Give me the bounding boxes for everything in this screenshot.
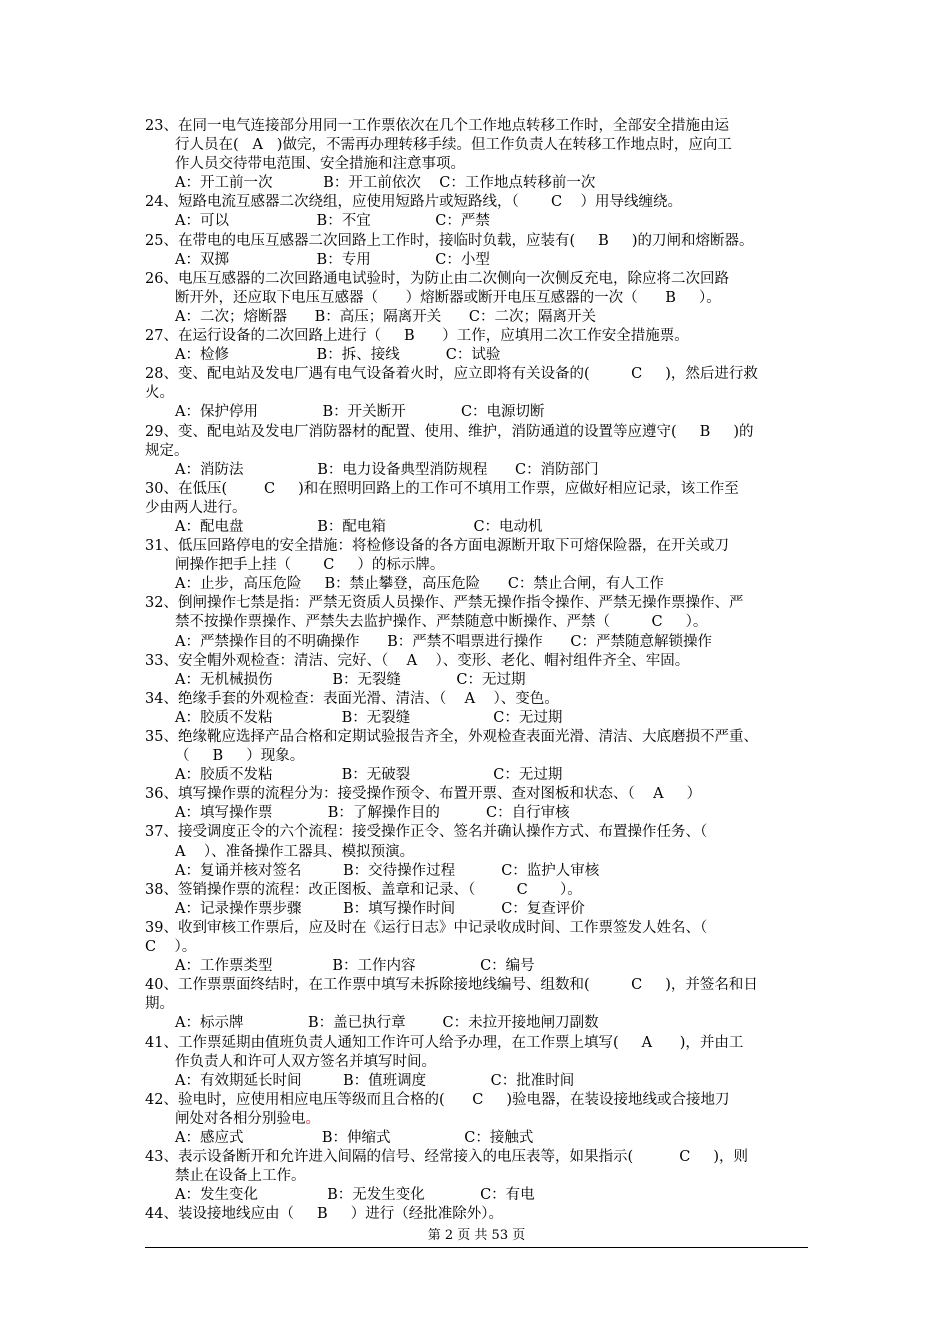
line-text: A：胶质不发粘 B：无裂缝 C：无过期: [175, 709, 563, 726]
text-line: [145, 537, 810, 556]
line-text: A：配电盘 B：配电箱 C：电动机: [175, 518, 543, 535]
line-text: A：记录操作票步骤 B：填写操作时间 C：复查评价: [175, 900, 585, 917]
text-line: [145, 1110, 810, 1129]
text-line: [145, 1129, 810, 1148]
line-text: A：复诵并核对签名 B：交待操作过程 C：监护人审核: [175, 862, 600, 879]
text-line: [145, 1091, 810, 1110]
line-text: 36、填写操作票的流程分为：接受操作预令、布置开票、查对图板和状态、（ A ）: [145, 786, 702, 803]
text-line: [145, 461, 810, 480]
line-text: 28、变、配电站及发电厂遇有电气设备着火时，应立即将有关设备的( C )，然后进行救: [145, 366, 758, 383]
text-line: [145, 403, 810, 422]
text-line: [145, 900, 810, 919]
line-text: 25、在带电的电压互感器二次回路上工作时，接临时负载，应装有( B )的刀闸和熔断器。: [145, 232, 754, 249]
line-text: A：胶质不发粘 B：无破裂 C：无过期: [175, 767, 563, 784]
text-line: [145, 518, 810, 537]
text-line: [145, 804, 810, 823]
line-text: 闸处对各相分别验电: [175, 1110, 306, 1127]
line-text: 40、工作票票面终结时，在工作票中填写未拆除接地线编号、组数和( C )，并签名和日: [145, 977, 758, 994]
text-line: [145, 785, 810, 804]
line-text: A：双掷 B：专用 C：小型: [175, 251, 490, 268]
line-text: 26、电压互感器的二次回路通电试验时，为防止由二次侧向一次侧反充电，除应将二次回路: [145, 270, 729, 287]
text-line: [145, 1205, 810, 1224]
line-text: （ B ）现象。: [175, 748, 305, 765]
text-line: [145, 938, 810, 957]
text-line: [145, 499, 810, 518]
text-line: [145, 232, 810, 251]
text-line: [145, 155, 810, 174]
line-text: A：填写操作票 B：了解操作目的 C：自行审核: [175, 805, 570, 822]
text-line: [145, 633, 810, 652]
line-text: 30、在低压( C )和在照明回路上的工作可不填用工作票，应做好相应记录，该工作至: [145, 480, 739, 497]
line-text: A：有效期延长时间 B：值班调度 C：批准时间: [175, 1072, 575, 1089]
line-text: 闸操作把手上挂（ C ）的标示牌。: [175, 557, 445, 574]
text-line: [145, 671, 810, 690]
line-text: A：工作票类型 B：工作内容 C：编号: [175, 958, 535, 975]
line-text: 43、表示设备断开和允许进入间隔的信号、经常接入的电压表等，如果指示( C )，则: [145, 1149, 748, 1166]
line-text: A：无机械损伤 B：无裂缝 C：无过期: [175, 671, 526, 688]
line-text: A：发生变化 B：无发生变化 C：有电: [175, 1187, 535, 1204]
line-text: 规定。: [145, 442, 189, 459]
text-line: [145, 384, 810, 403]
text-line: [145, 308, 810, 327]
text-line: [145, 289, 810, 308]
document-body: [145, 117, 810, 1224]
text-line: [145, 728, 810, 747]
text-line: [145, 1014, 810, 1033]
text-line: [145, 1034, 810, 1053]
line-text: 31、低压回路停电的安全措施：将检修设备的各方面电源断开取下可熔保险器，在开关或刀: [145, 538, 729, 555]
line-text: A：检修 B：拆、接线 C：试验: [175, 347, 501, 364]
text-line: [145, 1167, 810, 1186]
footer-rule: [145, 1247, 808, 1248]
text-line: [145, 766, 810, 785]
line-text: 23、在同一电气连接部分用同一工作票依次在几个工作地点转移工作时，全部安全措施由运: [145, 118, 729, 134]
line-text: A：感应式 B：伸缩式 C：接触式: [175, 1129, 534, 1146]
text-line: [145, 136, 810, 155]
line-text: 38、签销操作票的流程：改正图板、盖章和记录、（ C ）。: [145, 881, 582, 898]
text-line: [145, 1053, 810, 1072]
text-line: [145, 193, 810, 212]
line-text: A：开工前一次 B：开工前依次 C：工作地点转移前一次: [175, 175, 596, 192]
text-line: [145, 843, 810, 862]
line-text: 断开外，还应取下电压互感器（ ）熔断器或断开电压互感器的一次（ B ）。: [175, 289, 721, 306]
text-line: [145, 442, 810, 461]
line-text: 37、接受调度正令的六个流程：接受操作正令、签名并确认操作方式、布置操作任务、（: [145, 824, 708, 841]
line-text: C ）。: [145, 939, 197, 956]
text-line: [145, 976, 810, 995]
text-line: [145, 174, 810, 193]
text-line: [145, 480, 810, 499]
line-text: A：二次；熔断器 B：高压；隔离开关 C：二次；隔离开关: [175, 308, 597, 325]
text-line: [145, 709, 810, 728]
line-text: 作负责人和许可人双方签名并填写时间。: [175, 1053, 436, 1070]
line-text: 行人员在( A )做完，不需再办理转移手续。但工作负责人在转移工作地点时，应向工: [175, 137, 732, 154]
line-text: A ）、准备操作工器具、模拟预演。: [175, 843, 415, 860]
text-line: [145, 117, 810, 136]
line-text: 33、安全帽外观检查：清洁、完好、（ A ）、变形、老化、帽衬组件齐全、牢固。: [145, 652, 690, 669]
line-text: 少由两人进行。: [145, 499, 247, 516]
text-line: [145, 919, 810, 938]
red-punctuation: 。: [305, 1110, 320, 1127]
text-line: [145, 575, 810, 594]
line-text: 35、绝缘靴应选择产品合格和定期试验报告齐全，外观检查表面光滑、清洁、大底磨损不严重、: [145, 729, 758, 745]
text-line: [145, 594, 810, 613]
text-line: [145, 823, 810, 842]
line-text: 24、短路电流互感器二次绕组，应使用短路片或短路线，（ C ）用导线缠绕。: [145, 194, 682, 211]
text-line: [145, 556, 810, 575]
line-text: 期。: [145, 996, 174, 1013]
text-line: [145, 212, 810, 231]
text-line: [145, 862, 810, 881]
line-text: 29、变、配电站及发电厂消防器材的配置、使用、维护，消防通道的设置等应遵守( B )的: [145, 423, 754, 440]
text-line: [145, 652, 810, 671]
text-line: [145, 747, 810, 766]
text-line: [145, 1186, 810, 1205]
text-line: [145, 346, 810, 365]
text-line: [145, 613, 810, 632]
line-text: A：严禁操作目的不明确操作 B：严禁不唱票进行操作 C：严禁随意解锁操作: [175, 633, 713, 650]
page-footer: 第 2 页 共 53 页: [427, 1228, 526, 1243]
line-text: 42、验电时，应使用相应电压等级而且合格的( C )验电器，在装设接地线或合接地刀: [145, 1091, 730, 1108]
line-text: A：标示牌 B：盖已执行章 C：未拉开接地闸刀副数: [175, 1015, 599, 1032]
line-text: 39、收到审核工作票后，应及时在《运行日志》中记录收成时间、工作票签发人姓名、（: [145, 919, 708, 936]
text-line: [145, 1148, 810, 1167]
line-text: 44、装设接地线应由（ B ）进行（经批准除外）。: [145, 1206, 503, 1223]
line-text: A：止步，高压危险 B：禁止攀登，高压危险 C：禁止合闸，有人工作: [175, 576, 664, 593]
line-text: 禁止在设备上工作。: [175, 1168, 306, 1185]
line-text: 41、工作票延期由值班负责人通知工作许可人给予办理，在工作票上填写( A )，并由工: [145, 1034, 744, 1051]
text-line: [145, 270, 810, 289]
text-line: [145, 957, 810, 976]
text-line: [145, 1072, 810, 1091]
text-line: [145, 690, 810, 709]
line-text: 34、绝缘手套的外观检查：表面光滑、清洁、（ A ）、变色。: [145, 690, 559, 707]
text-line: [145, 327, 810, 346]
text-line: [145, 365, 810, 384]
text-line: [145, 423, 810, 442]
line-text: A：消防法 B：电力设备典型消防规程 C：消防部门: [175, 461, 599, 478]
text-line: [145, 251, 810, 270]
text-line: [145, 881, 810, 900]
text-line: [145, 995, 810, 1014]
line-text: 27、在运行设备的二次回路上进行（ B ）工作，应填用二次工作安全措施票。: [145, 328, 689, 345]
line-text: 作人员交待带电范围、安全措施和注意事项。: [175, 156, 465, 173]
line-text: 32、倒闸操作七禁是指：严禁无资质人员操作、严禁无操作指令操作、严禁无操作票操作、严: [145, 595, 744, 612]
line-text: A：可以 B：不宜 C：严禁: [175, 213, 490, 230]
line-text: A：保护停用 B：开关断开 C：电源切断: [175, 404, 545, 421]
line-text: 火。: [145, 385, 174, 402]
line-text: 禁不按操作票操作、严禁失去监护操作、严禁随意中断操作、严禁（ C ）。: [175, 614, 708, 631]
